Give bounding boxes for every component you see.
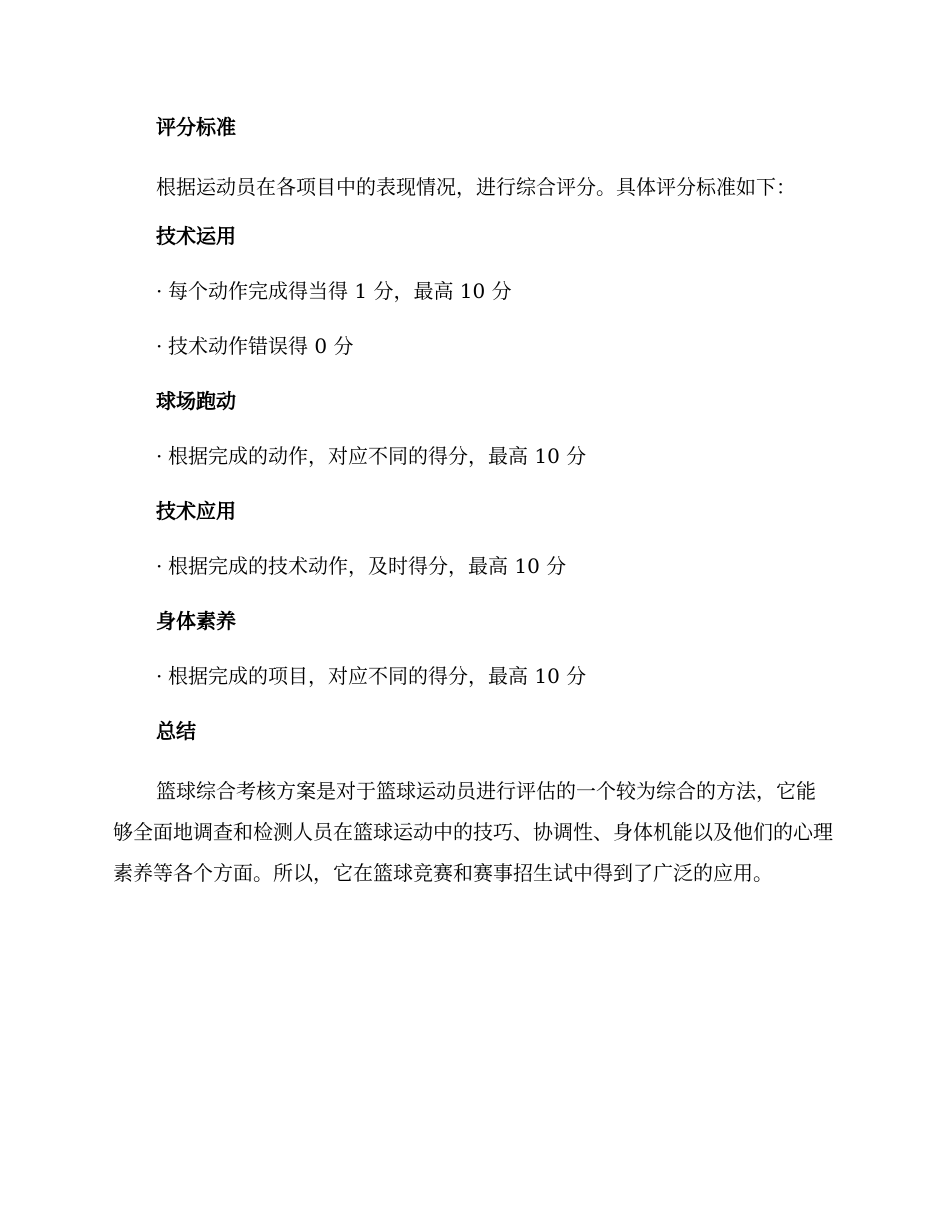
tech-use-item-1-text: 每个动作完成得当得 1 分，最高 10 分: [168, 279, 512, 303]
physical-heading: 身体素养: [156, 609, 236, 633]
bullet-dot: ·: [156, 334, 163, 358]
tech-use-heading: 技术运用: [156, 224, 236, 248]
bullet-dot: ·: [156, 444, 163, 468]
scoring-paragraph: 根据运动员在各项目中的表现情况，进行综合评分。具体评分标准如下：: [156, 175, 796, 199]
summary-heading: 总结: [156, 719, 196, 743]
court-run-item-1: [113, 441, 833, 471]
court-run-heading: 球场跑动: [156, 389, 236, 413]
tech-apply-item-1: [113, 551, 833, 581]
summary-paragraph: 篮球综合考核方案是对于篮球运动员进行评估的一个较为综合的方法，它能够全面地调查和检测人员在篮球运动中的技巧、协调性、身体机能以及他们的心理素养等各个方面。所以，它在篮球竞赛和赛事招生试中得到了广泛的应用。: [113, 779, 833, 885]
tech-use-item-1: [113, 276, 833, 306]
bullet-dot: ·: [156, 554, 163, 578]
physical-item-1-text: 根据完成的项目，对应不同的得分，最高 10 分: [168, 664, 587, 688]
physical-item-1: [113, 661, 833, 691]
tech-use-item-2-text: 技术动作错误得 0 分: [168, 334, 354, 358]
tech-apply-heading: 技术应用: [156, 499, 236, 523]
scoring-heading: 评分标准: [156, 115, 236, 139]
document-content: [113, 112, 833, 907]
court-run-item-1-text: 根据完成的动作，对应不同的得分，最高 10 分: [168, 444, 587, 468]
tech-use-item-2: [113, 331, 833, 361]
bullet-dot: ·: [156, 664, 163, 688]
bullet-dot: ·: [156, 279, 163, 303]
tech-apply-item-1-text: 根据完成的技术动作，及时得分，最高 10 分: [168, 554, 567, 578]
